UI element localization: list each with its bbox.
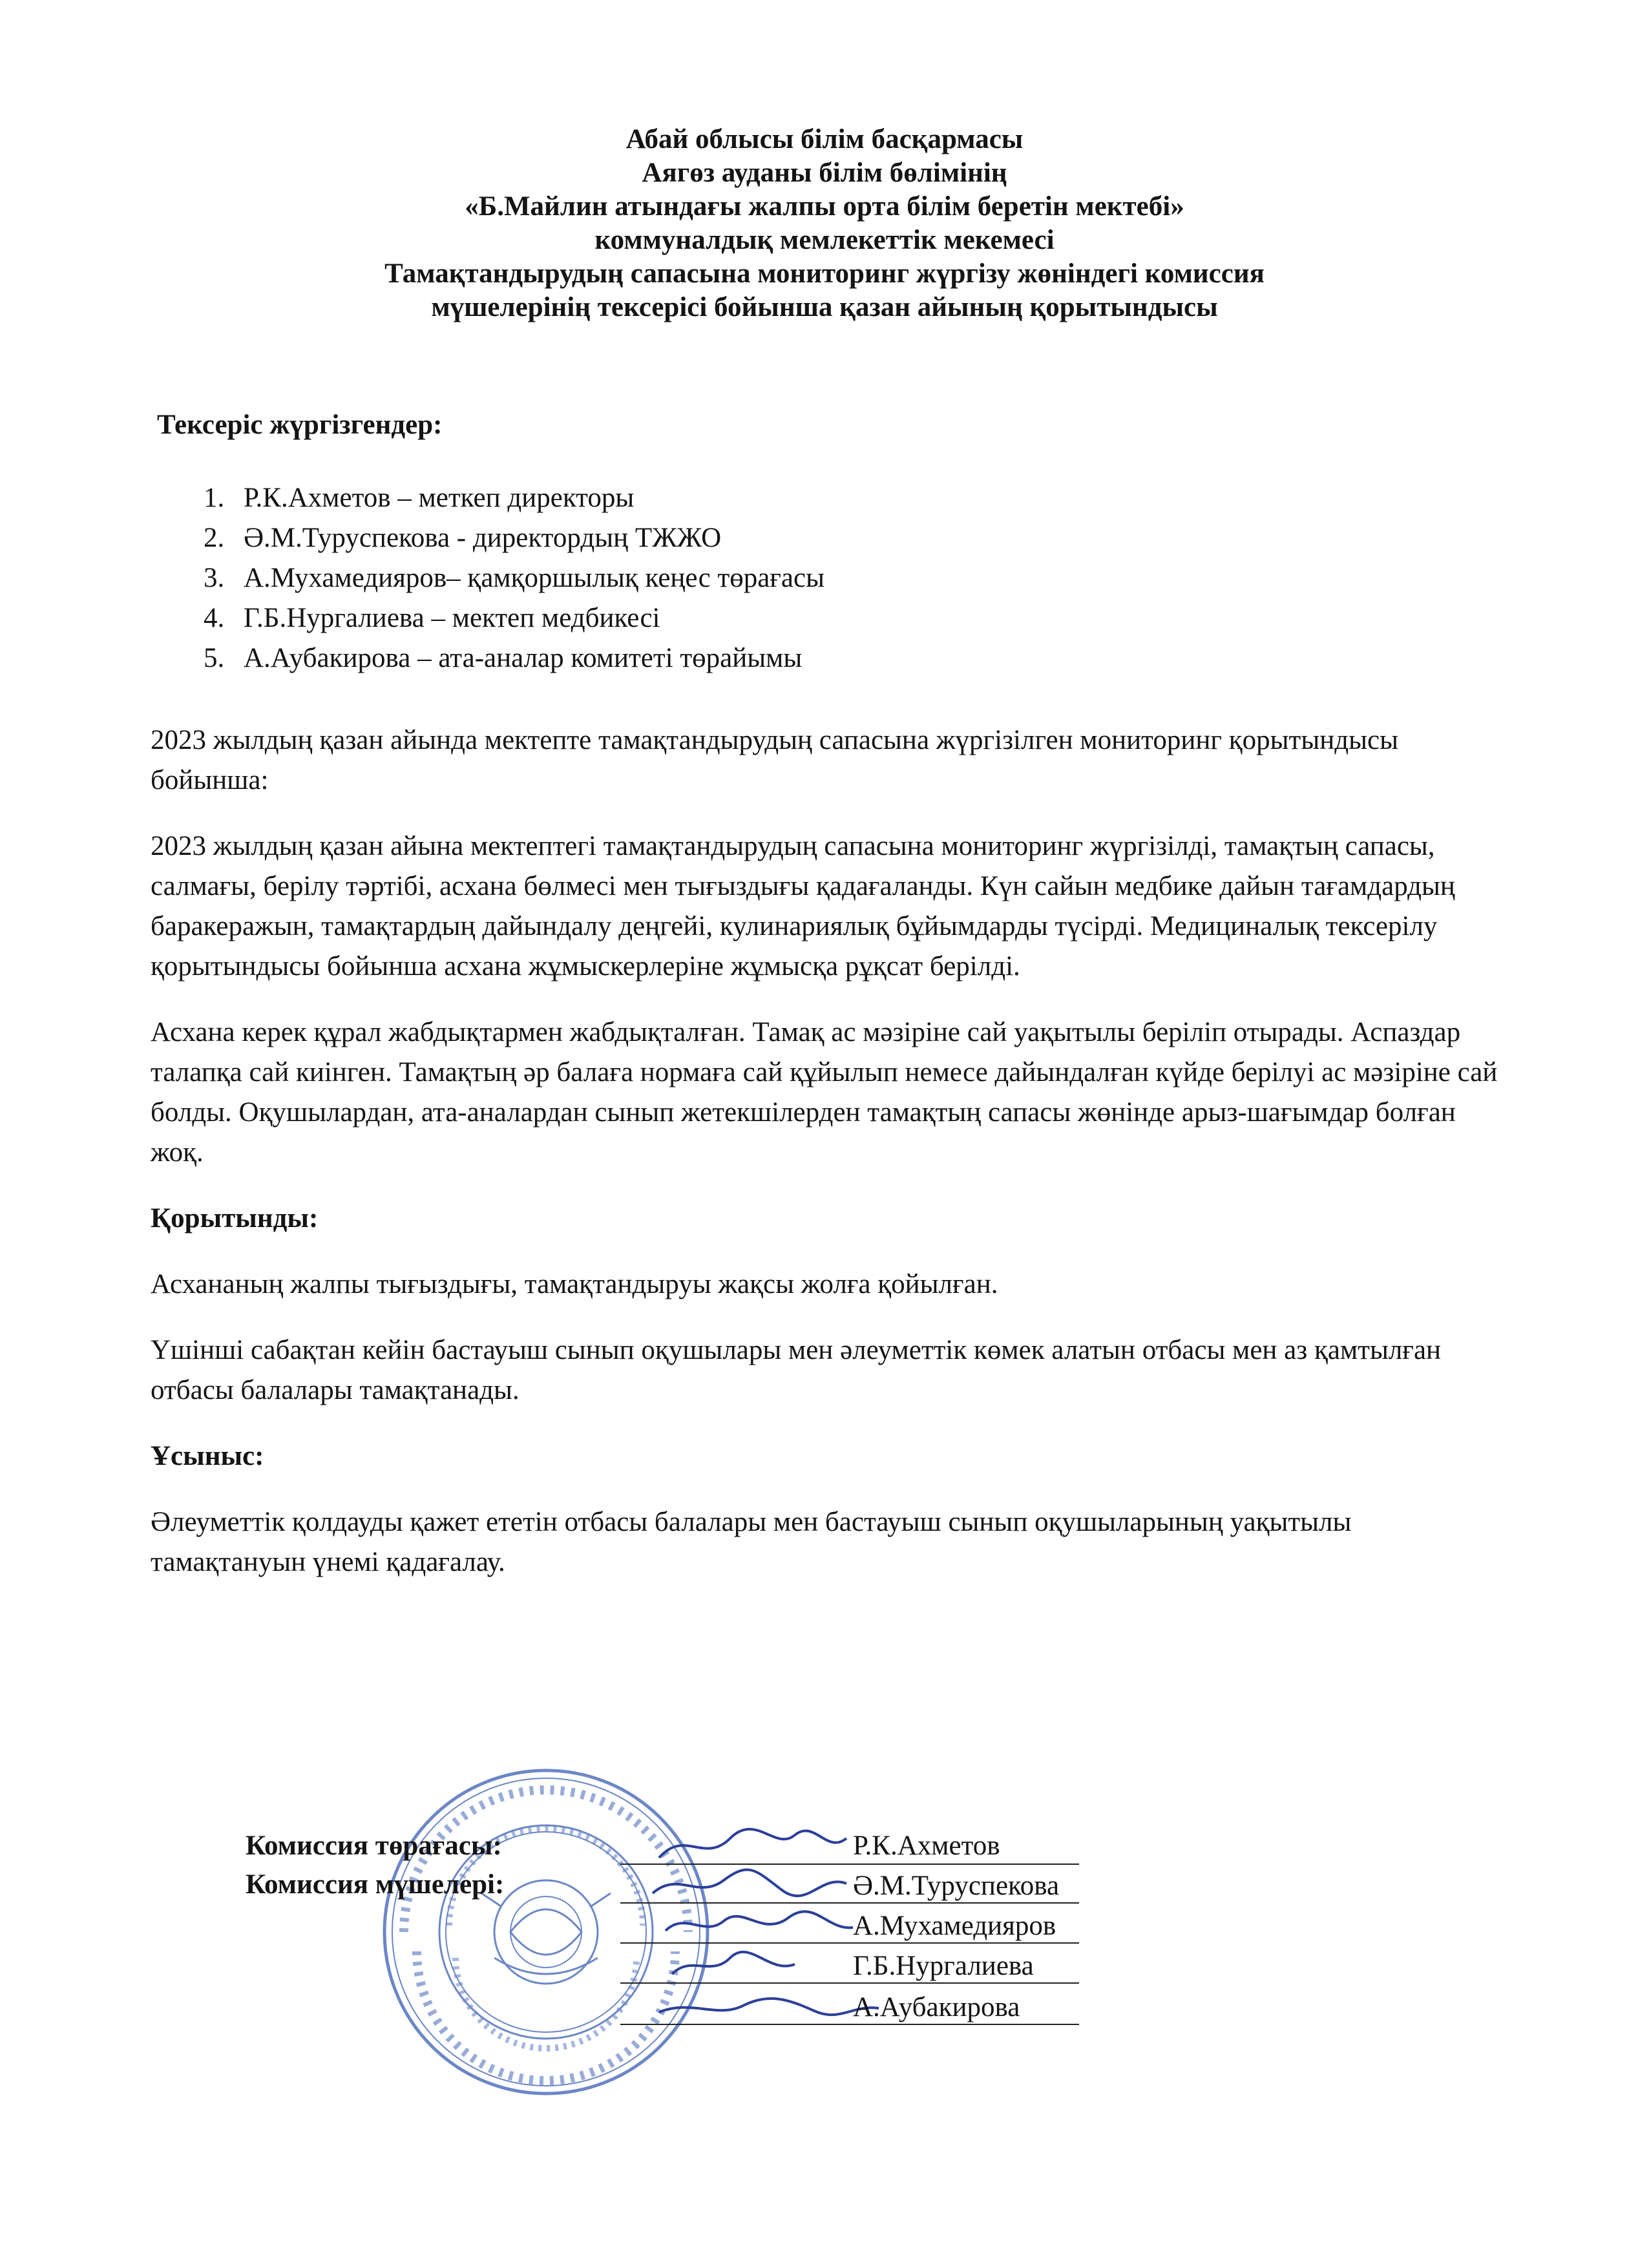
signer-name-4: Г.Б.Нургалиева [853, 1951, 1034, 1981]
members-label: Комиссия мүшелері: [246, 1869, 505, 1900]
conclusion-paragraph-1: Асхананың жалпы тығыздығы, тамақтандыруы жақсы жолға қойылған. [151, 1269, 998, 1299]
signer-name-3: А.Мухамедияров [853, 1911, 1056, 1941]
header-line-5: Тамақтандырудың сапасына мониторинг жүргізу жөніндегі комиссия [384, 258, 1265, 289]
signer-name-2: Ә.М.Туруспекова [853, 1871, 1060, 1901]
monitoring-paragraph: 2023 жылдың қазан айына мектептегі тамақтандырудың сапасына мониторинг жүргізілді, тамақтың сапасы, салмағы, берілу тәртібі, асхана бөлмесі мен тығыздығы қадағаланды. Күн сайын медбике дайын тағамдардың баракеражын, тамақтардың дайындалу деңгейі, кулинариялық бұйымдарды түсірді. Медициналық тексерілу қорытындысы бойынша асхана жұмыскерлеріне жұмысқа рұқсат берілді. [151, 831, 1455, 982]
canteen-paragraph: Асхана керек құрал жабдықтармен жабдықталған. Тамақ ас мәзіріне сай уақытылы беріліп отырады. Аспаздар талапқа сай киінген. Тамақтың әр балаға нормаға сай құйылып немесе дайындалған күйде берілуі ас мәзіріне сай болды. Оқушылардан, ата-аналардан сынып жетекшілерден тамақтың сапасы жөнінде арыз-шағымдар болған жоқ. [151, 1017, 1498, 1168]
signer-name-5: А.Аубакирова [853, 1992, 1020, 2022]
list-item-text: Ә.М.Туруспекова - директордың ТЖЖО [244, 523, 722, 553]
list-item-number: 2. [204, 523, 225, 553]
list-item [204, 518, 824, 558]
document-header [0, 123, 1649, 324]
list-item-text: Р.К.Ахметов – меткеп директоры [244, 483, 635, 513]
checkers-title: Тексеріс жүргізгендер: [157, 410, 443, 440]
list-item [204, 598, 824, 638]
header-line-6: мүшелерінің тексерісі бойынша қазан айының қорытындысы [431, 292, 1218, 322]
intro-paragraph: 2023 жылдың қазан айында мектепте тамақтандырудың сапасына жүргізілген мониторинг қорытындысы бойынша: [151, 725, 1398, 795]
list-item [204, 638, 824, 678]
conclusion-heading: Қорытынды: [151, 1203, 319, 1234]
list-item [204, 478, 824, 518]
chair-label: Комиссия төрағасы: [246, 1831, 502, 1861]
proposal-heading: Ұсыныс: [151, 1441, 264, 1471]
header-line-4: коммуналдық мемлекеттік мекемесі [594, 225, 1055, 255]
header-line-1: Абай облысы білім басқармасы [625, 124, 1024, 154]
header-line-2: Аягөз ауданы білім бөлімінің [642, 158, 1007, 188]
list-item [204, 558, 824, 598]
document-body [151, 720, 1501, 1608]
checkers-list [204, 478, 824, 678]
header-line-3: «Б.Майлин атындағы жалпы орта білім беретін мектебі» [465, 191, 1184, 222]
list-item-number: 4. [204, 603, 225, 633]
list-item-text: Г.Б.Нургалиева – мектеп медбикесі [244, 603, 660, 633]
list-item-number: 3. [204, 563, 225, 593]
signature-block [246, 1829, 1215, 2035]
list-item-number: 5. [204, 643, 225, 673]
conclusion-paragraph-2: Үшінші сабақтан кейін бастауыш сынып оқушылары мен әлеуметтік көмек алатын отбасы мен аз қамтылған отбасы балалары тамақтанады. [151, 1335, 1442, 1405]
list-item-text: А.Аубакирова – ата-аналар комитеті төрайымы [244, 643, 803, 673]
signer-name-1: Р.К.Ахметов [853, 1831, 1000, 1861]
proposal-paragraph: Әлеуметтік қолдауды қажет ететін отбасы балалары мен бастауыш сынып оқушыларының уақытылы тамақтануын үнемі қадағалау. [151, 1507, 1352, 1577]
list-item-number: 1. [204, 483, 225, 513]
list-item-text: А.Мухамедияров– қамқоршылық кеңес төрағасы [244, 563, 824, 593]
